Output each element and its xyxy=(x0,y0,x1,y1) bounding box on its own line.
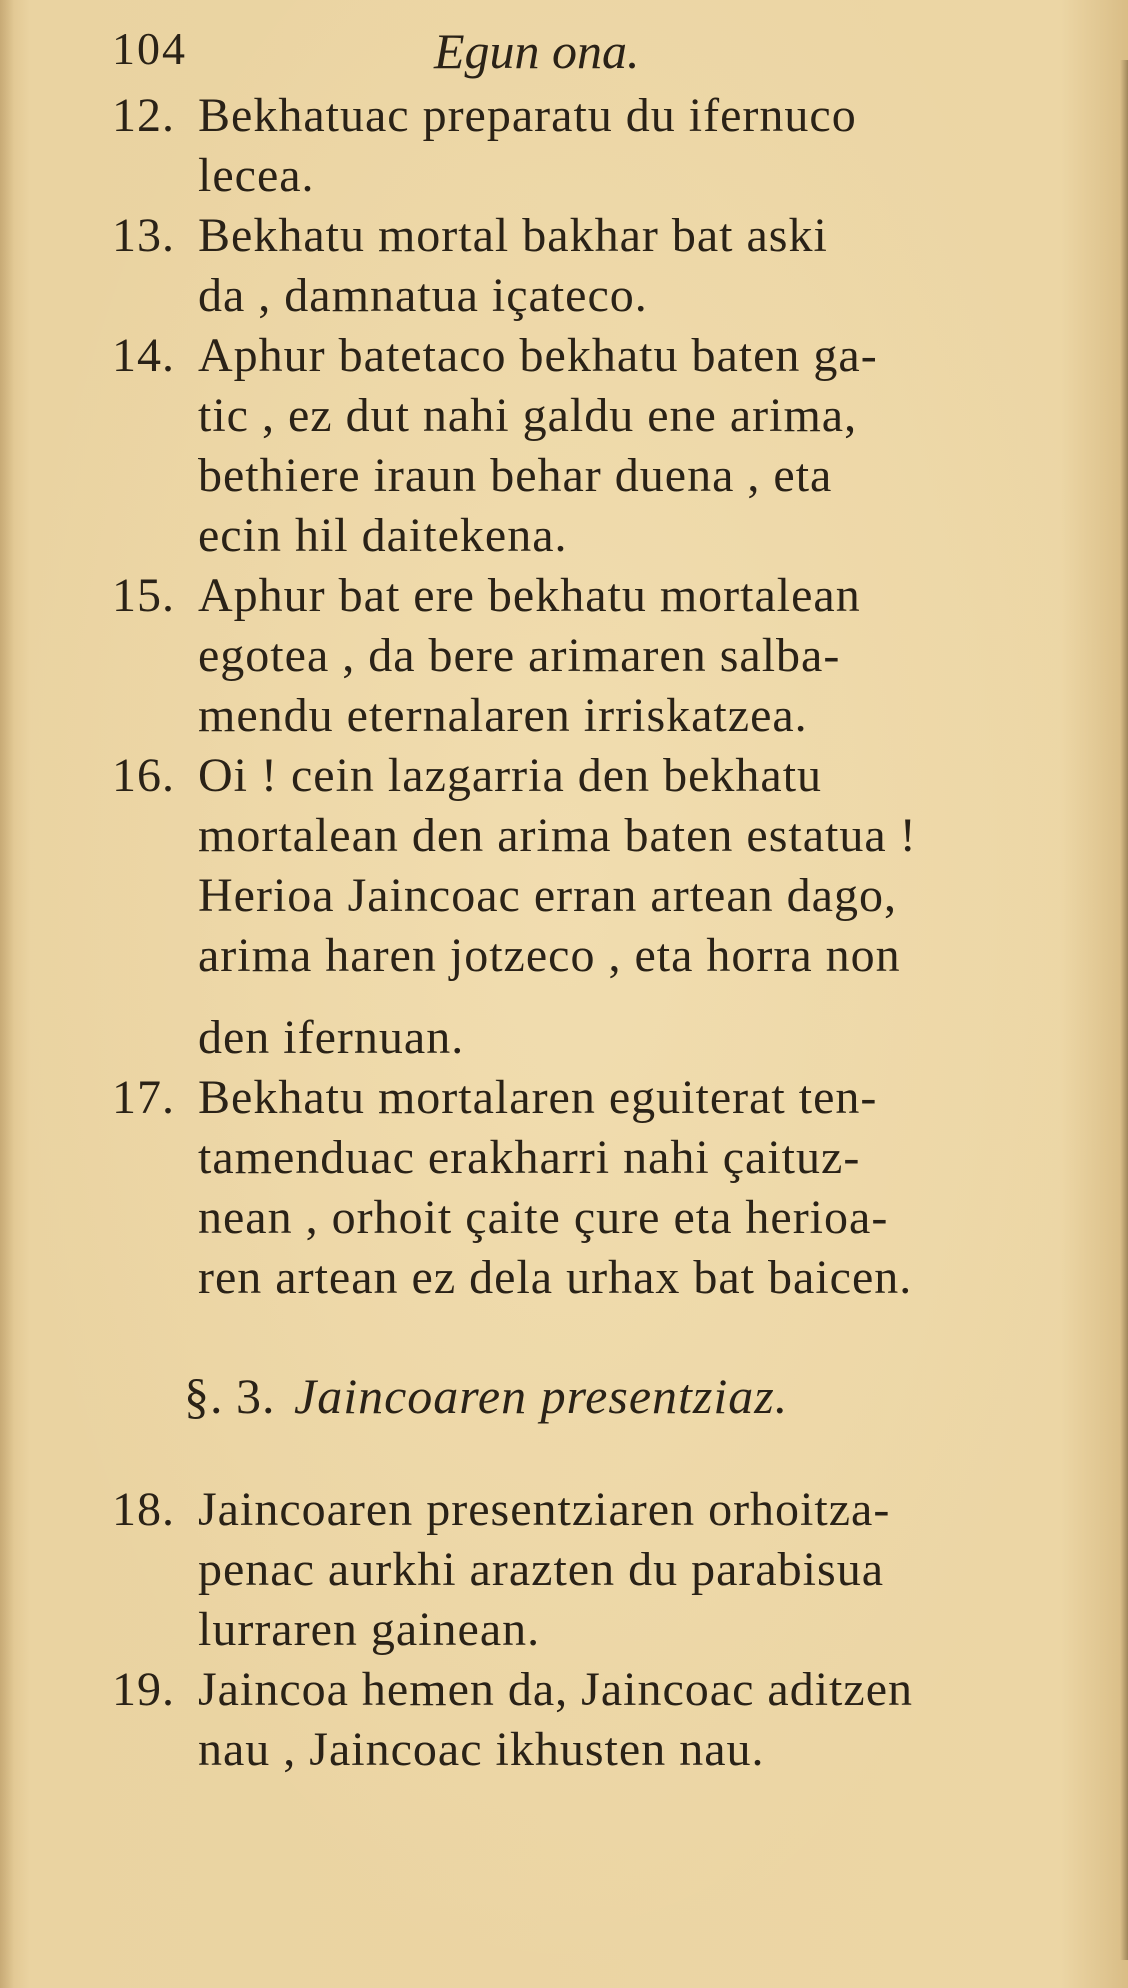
item-text: da , damnatua içateco. xyxy=(198,269,648,322)
item-text: lecea. xyxy=(198,149,315,202)
item-text: Bekhatu mortalaren eguiterat ten- xyxy=(198,1071,878,1124)
text-line xyxy=(112,626,1032,686)
text-line xyxy=(112,1720,1032,1780)
text-line xyxy=(112,1540,1032,1600)
item-text: nean , orhoit çaite çure eta herioa- xyxy=(198,1191,889,1244)
section-title: Jaincoaren presentziaz. xyxy=(294,1368,789,1424)
text-line xyxy=(112,386,1032,446)
text-line xyxy=(112,806,1032,866)
item-number: 15. xyxy=(112,569,175,622)
item-number: 18. xyxy=(112,1483,175,1536)
text-line xyxy=(112,506,1032,566)
item-text: Jaincoaren presentziaren orhoitza- xyxy=(198,1483,891,1536)
running-title: Egun ona. xyxy=(434,23,640,79)
page-left-edge-shadow xyxy=(0,0,14,1988)
item-text: mendu eternalaren irriskatzea. xyxy=(198,689,808,742)
text-line xyxy=(112,326,1032,386)
section-number: 3. xyxy=(236,1368,276,1424)
item-text: bethiere iraun behar duena , eta xyxy=(198,449,833,502)
section-sign: §. xyxy=(184,1368,224,1424)
text-line xyxy=(112,866,1032,926)
section-heading xyxy=(112,1366,1032,1426)
text-line xyxy=(112,146,1032,206)
item-text: ecin hil daitekena. xyxy=(198,509,568,562)
text-line xyxy=(112,1248,1032,1308)
item-text: tamenduac erakharri nahi çaituz- xyxy=(198,1131,861,1184)
text-line xyxy=(112,566,1032,626)
item-text: lurraren gainean. xyxy=(198,1603,541,1656)
item-text: egotea , da bere arimaren salba- xyxy=(198,629,841,682)
text-line xyxy=(112,1600,1032,1660)
text-line xyxy=(112,1068,1032,1128)
page-header xyxy=(112,22,1012,82)
item-text: Bekhatuac preparatu du ifernuco xyxy=(198,89,857,142)
text-line xyxy=(112,926,1032,986)
item-number: 14. xyxy=(112,329,175,382)
text-line xyxy=(112,1128,1032,1188)
item-number: 19. xyxy=(112,1663,175,1716)
item-text: nau , Jaincoac ikhusten nau. xyxy=(198,1723,765,1776)
item-number: 13. xyxy=(112,209,175,262)
item-text: Jaincoa hemen da, Jaincoac aditzen xyxy=(198,1663,913,1716)
text-line xyxy=(112,686,1032,746)
item-text: tic , ez dut nahi galdu ene arima, xyxy=(198,389,858,442)
item-number: 17. xyxy=(112,1071,175,1124)
text-line xyxy=(112,446,1032,506)
item-text: ren artean ez dela urhax bat baicen. xyxy=(198,1251,913,1304)
text-line xyxy=(112,1188,1032,1248)
item-text: den ifernuan. xyxy=(198,1011,465,1064)
item-text: Oi ! cein lazgarria den bekhatu xyxy=(198,749,823,802)
page-right-edge-shadow xyxy=(1120,60,1128,1960)
item-number: 16. xyxy=(112,749,175,802)
page-number: 104 xyxy=(112,23,187,74)
text-line xyxy=(112,86,1032,146)
text-line xyxy=(112,1008,1032,1068)
item-number: 12. xyxy=(112,89,175,142)
item-text: Aphur batetaco bekhatu baten ga- xyxy=(198,329,878,382)
item-text: arima haren jotzeco , eta horra non xyxy=(198,929,901,982)
item-text: Herioa Jaincoac erran artean dago, xyxy=(198,869,897,922)
item-text: mortalean den arima baten estatua ! xyxy=(198,809,917,862)
text-line xyxy=(112,206,1032,266)
item-text: Bekhatu mortal bakhar bat aski xyxy=(198,209,828,262)
page-body xyxy=(112,86,1032,1780)
text-line xyxy=(112,1660,1032,1720)
item-text: Aphur bat ere bekhatu mortalean xyxy=(198,569,861,622)
text-line xyxy=(112,1480,1032,1540)
item-text: penac aurkhi arazten du parabisua xyxy=(198,1543,884,1596)
text-line xyxy=(112,746,1032,806)
text-line xyxy=(112,266,1032,326)
